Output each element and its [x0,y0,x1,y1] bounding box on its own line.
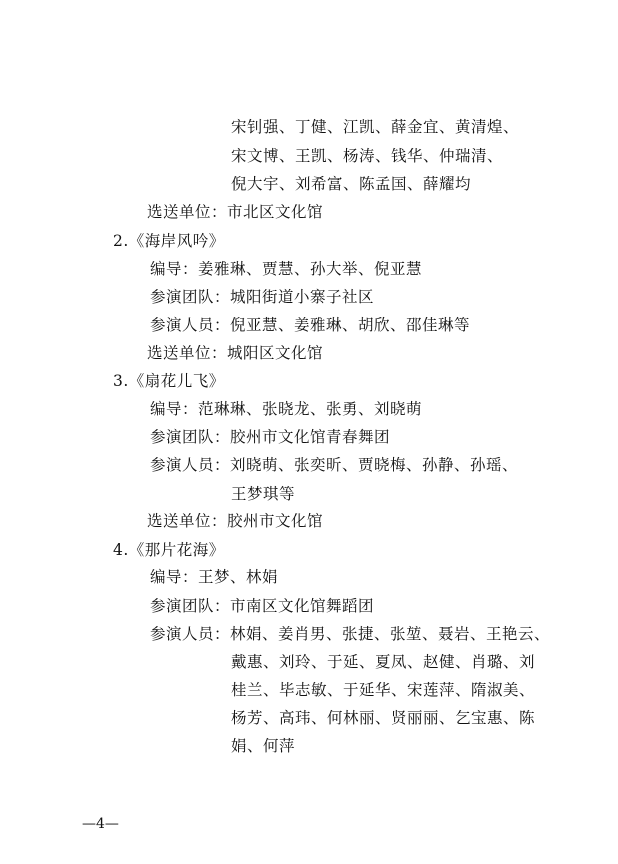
performers-line: 桂兰、毕志敏、于延华、宋莲萍、隋淑美、 [231,681,536,699]
performers-line: 杨芳、高玮、何林丽、贤丽丽、乞宝惠、陈 [231,709,536,727]
submitting-unit: 选送单位：胶州市文化馆 [147,512,324,530]
entry-title: 3.《扇花儿飞》 [113,372,225,390]
performers-line: 参演人员：刘晓萌、张奕昕、贾晓梅、孙静、孙瑶、 [150,456,519,474]
team-line: 参演团队：胶州市文化馆青春舞团 [150,428,391,446]
performers-line: 参演人员：林娟、姜肖男、张捷、张堃、聂岩、王艳云、 [150,625,551,643]
page-number: —4— [82,816,119,832]
performers-line: 戴惠、刘玲、于延、夏凤、赵健、肖璐、刘 [231,653,536,671]
director-line: 编导：范琳琳、张晓龙、张勇、刘晓萌 [150,400,423,418]
performers-line: 娟、何萍 [231,737,296,755]
submitting-unit: 选送单位：城阳区文化馆 [147,344,324,362]
performers-line: 参演人员：倪亚慧、姜雅琳、胡欣、邵佳琳等 [150,316,471,334]
director-line: 编导：姜雅琳、贾慧、孙大举、倪亚慧 [150,260,423,278]
submitting-unit: 选送单位：市北区文化馆 [147,203,324,221]
team-line: 参演团队：城阳街道小寨子社区 [150,288,375,306]
team-line: 参演团队：市南区文化馆舞蹈团 [150,597,375,615]
performers-line: 宋钊强、丁健、江凯、薛金宜、黄清煌、 [231,118,520,136]
entry-title: 2.《海岸风吟》 [113,232,225,250]
performers-line: 宋文博、王凯、杨涛、钱华、仲瑞清、 [231,147,504,165]
director-line: 编导：王梦、林娟 [150,568,279,586]
performers-line: 王梦琪等 [231,485,296,503]
performers-line: 倪大宇、刘希富、陈孟国、薛耀均 [231,175,472,193]
entry-title: 4.《那片花海》 [113,541,225,559]
